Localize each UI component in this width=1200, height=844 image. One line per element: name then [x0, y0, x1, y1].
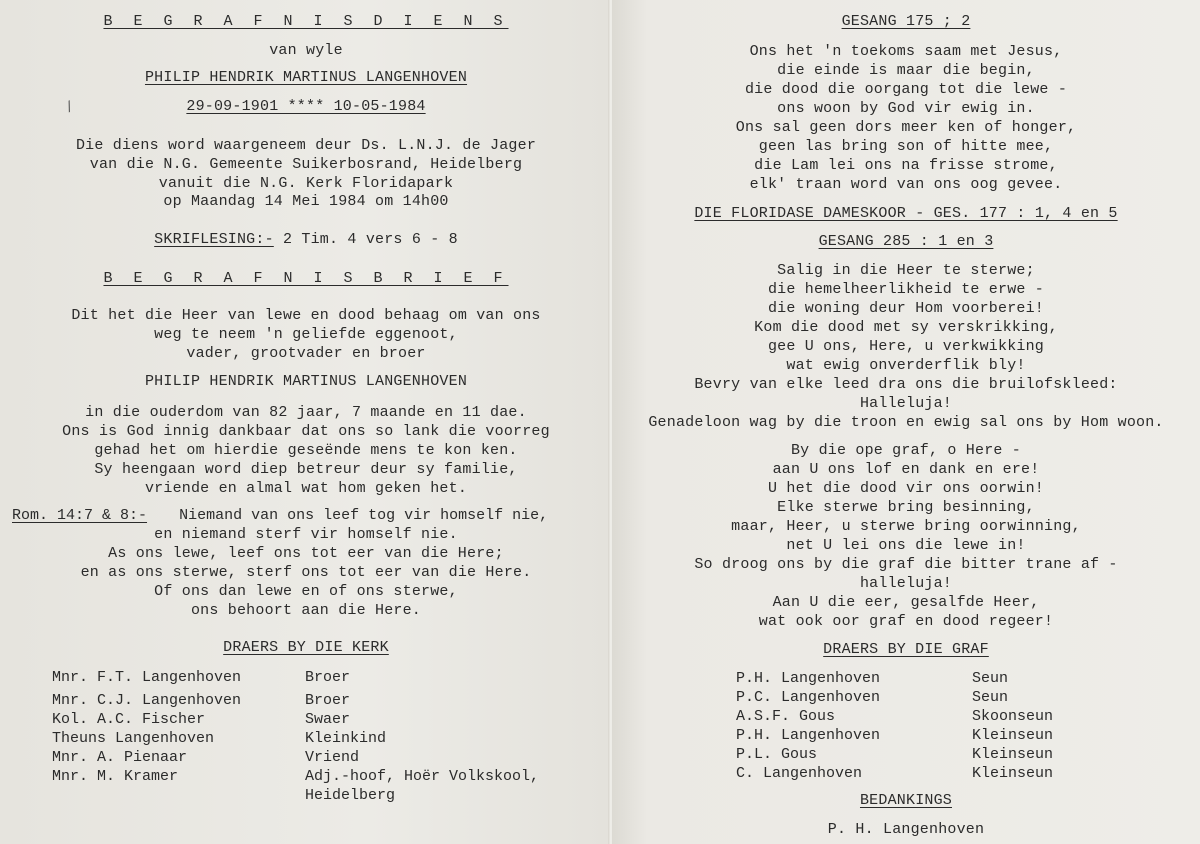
service-line: van die N.G. Gemeente Suikerbosrand, Heidelberg — [89, 156, 523, 173]
hymn-line: Genadeloon wag by die troon en ewig sal ons by Hom woon. — [648, 414, 1164, 431]
stray-mark: / — [62, 98, 78, 118]
bearer-name: C. Langenhoven — [736, 765, 863, 782]
bearer-name: Theuns Langenhoven — [52, 730, 215, 747]
hymn-line: gee U ons, Here, u verkwikking — [767, 338, 1045, 355]
hymn-line: die Lam lei ons na frisse strome, — [754, 157, 1058, 174]
service-line: op Maandag 14 Mei 1984 om 14h00 — [163, 193, 449, 210]
hymn-line: Salig in die Heer te sterwe; — [777, 262, 1035, 279]
hymn-line: maar, Heer, u sterwe bring oorwinning, — [731, 518, 1081, 535]
bearer-relation: Seun — [972, 670, 1009, 687]
hymn-line: die woning deur Hom voorberei! — [767, 300, 1045, 317]
bearer-relation: Seun — [972, 689, 1009, 706]
hymn-line: net U lei ons die lewe in! — [786, 537, 1026, 554]
hymn-line: aan U ons lof en dank en ere! — [772, 461, 1040, 478]
bearer-name: Mnr. M. Kramer — [52, 768, 179, 785]
hymn-line: Elke sterwe bring besinning, — [777, 499, 1035, 516]
service-line: Die diens word waargeneem deur Ds. L.N.J. de Jager — [75, 137, 537, 154]
bearer-name: Mnr. F.T. Langenhoven — [52, 669, 242, 686]
hymn-line: ons woon by God vir ewig in. — [777, 100, 1035, 117]
hymn-line: die einde is maar die begin, — [777, 62, 1035, 79]
right-page — [612, 0, 1200, 844]
bearer-relation: Kleinseun — [972, 765, 1054, 782]
hymn-line: wat ook oor graf en dood regeer! — [758, 613, 1054, 630]
hymn-285-title: GESANG 285 : 1 en 3 — [818, 233, 994, 250]
choir-heading: DIE FLORIDASE DAMESKOOR - GES. 177 : 1, 4 en 5 — [694, 205, 1118, 222]
letter-line: in die ouderdom van 82 jaar, 7 maande en 11 dae. — [85, 404, 527, 421]
bearer-relation: Vriend — [305, 749, 360, 766]
hymn-line: Halleluja! — [859, 395, 952, 412]
bearer-relation-continued: Heidelberg — [305, 787, 396, 804]
bearer-relation: Skoonseun — [972, 708, 1054, 725]
romans-label: Rom. 14:7 & 8:- — [12, 507, 148, 524]
hymn-line: elk' traan word van ons oog gevee. — [749, 176, 1063, 193]
scripture-text: 2 Tim. 4 vers 6 - 8 — [283, 231, 458, 248]
letter-line: vriende en almal wat hom geken het. — [144, 480, 468, 497]
grave-bearers-title: DRAERS BY DIE GRAF — [823, 641, 989, 658]
hymn-line: Kom die dood met sy verskrikking, — [754, 319, 1058, 336]
bearer-relation: Kleinseun — [972, 727, 1054, 744]
hymn-line: Aan U die eer, gesalfde Heer, — [772, 594, 1040, 611]
hymn-line: geen las bring son of hitte mee, — [758, 138, 1054, 155]
hymn-line: die hemelheerlikheid te erwe - — [767, 281, 1045, 298]
bearer-name: Mnr. A. Pienaar — [52, 749, 188, 766]
letter-line: Sy heengaan word diep betreur deur sy familie, — [94, 461, 518, 478]
letter-line: weg te neem 'n geliefde eggenoot, — [154, 326, 458, 343]
hymn-line: die dood die oorgang tot die lewe - — [744, 81, 1068, 98]
hymn-line: wat ewig onverderflik bly! — [786, 357, 1026, 374]
romans-line: As ons lewe, leef ons tot eer van die Here; — [108, 545, 504, 562]
romans-line: Of ons dan lewe en of ons sterwe, — [154, 583, 458, 600]
bearer-relation: Kleinseun — [972, 746, 1054, 763]
letter-line: vader, grootvader en broer — [186, 345, 426, 362]
letter-line: Ons is God innig dankbaar dat ons so lank die voorreg — [62, 423, 550, 440]
bearer-relation: Broer — [305, 669, 351, 686]
bearer-name: P.C. Langenhoven — [736, 689, 881, 706]
hymn-line: U het die dood vir ons oorwin! — [767, 480, 1045, 497]
romans-line: ons behoort aan die Here. — [190, 602, 422, 619]
hymn-line: By die ope graf, o Here - — [790, 442, 1022, 459]
romans-line: en niemand sterf vir homself nie. — [154, 526, 458, 543]
van-wyle: van wyle — [269, 42, 343, 59]
thanks-name: P. H. Langenhoven — [827, 821, 985, 838]
bearer-name: Kol. A.C. Fischer — [52, 711, 206, 728]
service-line: vanuit die N.G. Kerk Floridapark — [158, 175, 454, 192]
bearer-name: Mnr. C.J. Langenhoven — [52, 692, 242, 709]
service-title: B E G R A F N I S D I E N S — [103, 13, 509, 30]
hymn-line: Ons het 'n toekoms saam met Jesus, — [749, 43, 1063, 60]
romans-line: en as ons sterwe, sterf ons tot eer van die Here. — [80, 564, 532, 581]
bearer-name: P.L. Gous — [736, 746, 818, 763]
thanks-title: BEDANKINGS — [859, 792, 952, 809]
bearer-name: P.H. Langenhoven — [736, 727, 881, 744]
bearer-name: A.S.F. Gous — [736, 708, 836, 725]
scripture-label: SKRIFLESING:- — [154, 231, 274, 248]
church-bearers-title: DRAERS BY DIE KERK — [223, 639, 389, 656]
romans-line: Niemand van ons leef tog vir homself nie, — [179, 507, 549, 524]
letter-title: B E G R A F N I S B R I E F — [103, 270, 509, 287]
letter-line: Dit het die Heer van lewe en dood behaag om van ons — [71, 307, 541, 324]
hymn-line: Ons sal geen dors meer ken of honger, — [735, 119, 1077, 136]
bearer-relation: Kleinkind — [305, 730, 387, 747]
hymn-line: So droog ons by die graf die bitter trane af - — [694, 556, 1118, 573]
hymn-line: halleluja! — [859, 575, 952, 592]
life-dates: 29-09-1901 **** 10-05-1984 — [186, 98, 426, 115]
bearer-relation: Swaer — [305, 711, 351, 728]
hymn-175-title: GESANG 175 ; 2 — [841, 13, 971, 30]
hymn-line: Bevry van elke leed dra ons die bruilofskleed: — [694, 376, 1118, 393]
bearer-relation: Adj.-hoof, Hoër Volkskool, — [305, 768, 540, 785]
bearer-relation: Broer — [305, 692, 351, 709]
bearer-name: P.H. Langenhoven — [736, 670, 881, 687]
deceased-name: PHILIP HENDRIK MARTINUS LANGENHOVEN — [144, 69, 468, 86]
scripture-reading — [0, 231, 612, 249]
letter-name: PHILIP HENDRIK MARTINUS LANGENHOVEN — [144, 373, 468, 390]
letter-line: gehad het om hierdie geseënde mens te kon ken. — [94, 442, 518, 459]
